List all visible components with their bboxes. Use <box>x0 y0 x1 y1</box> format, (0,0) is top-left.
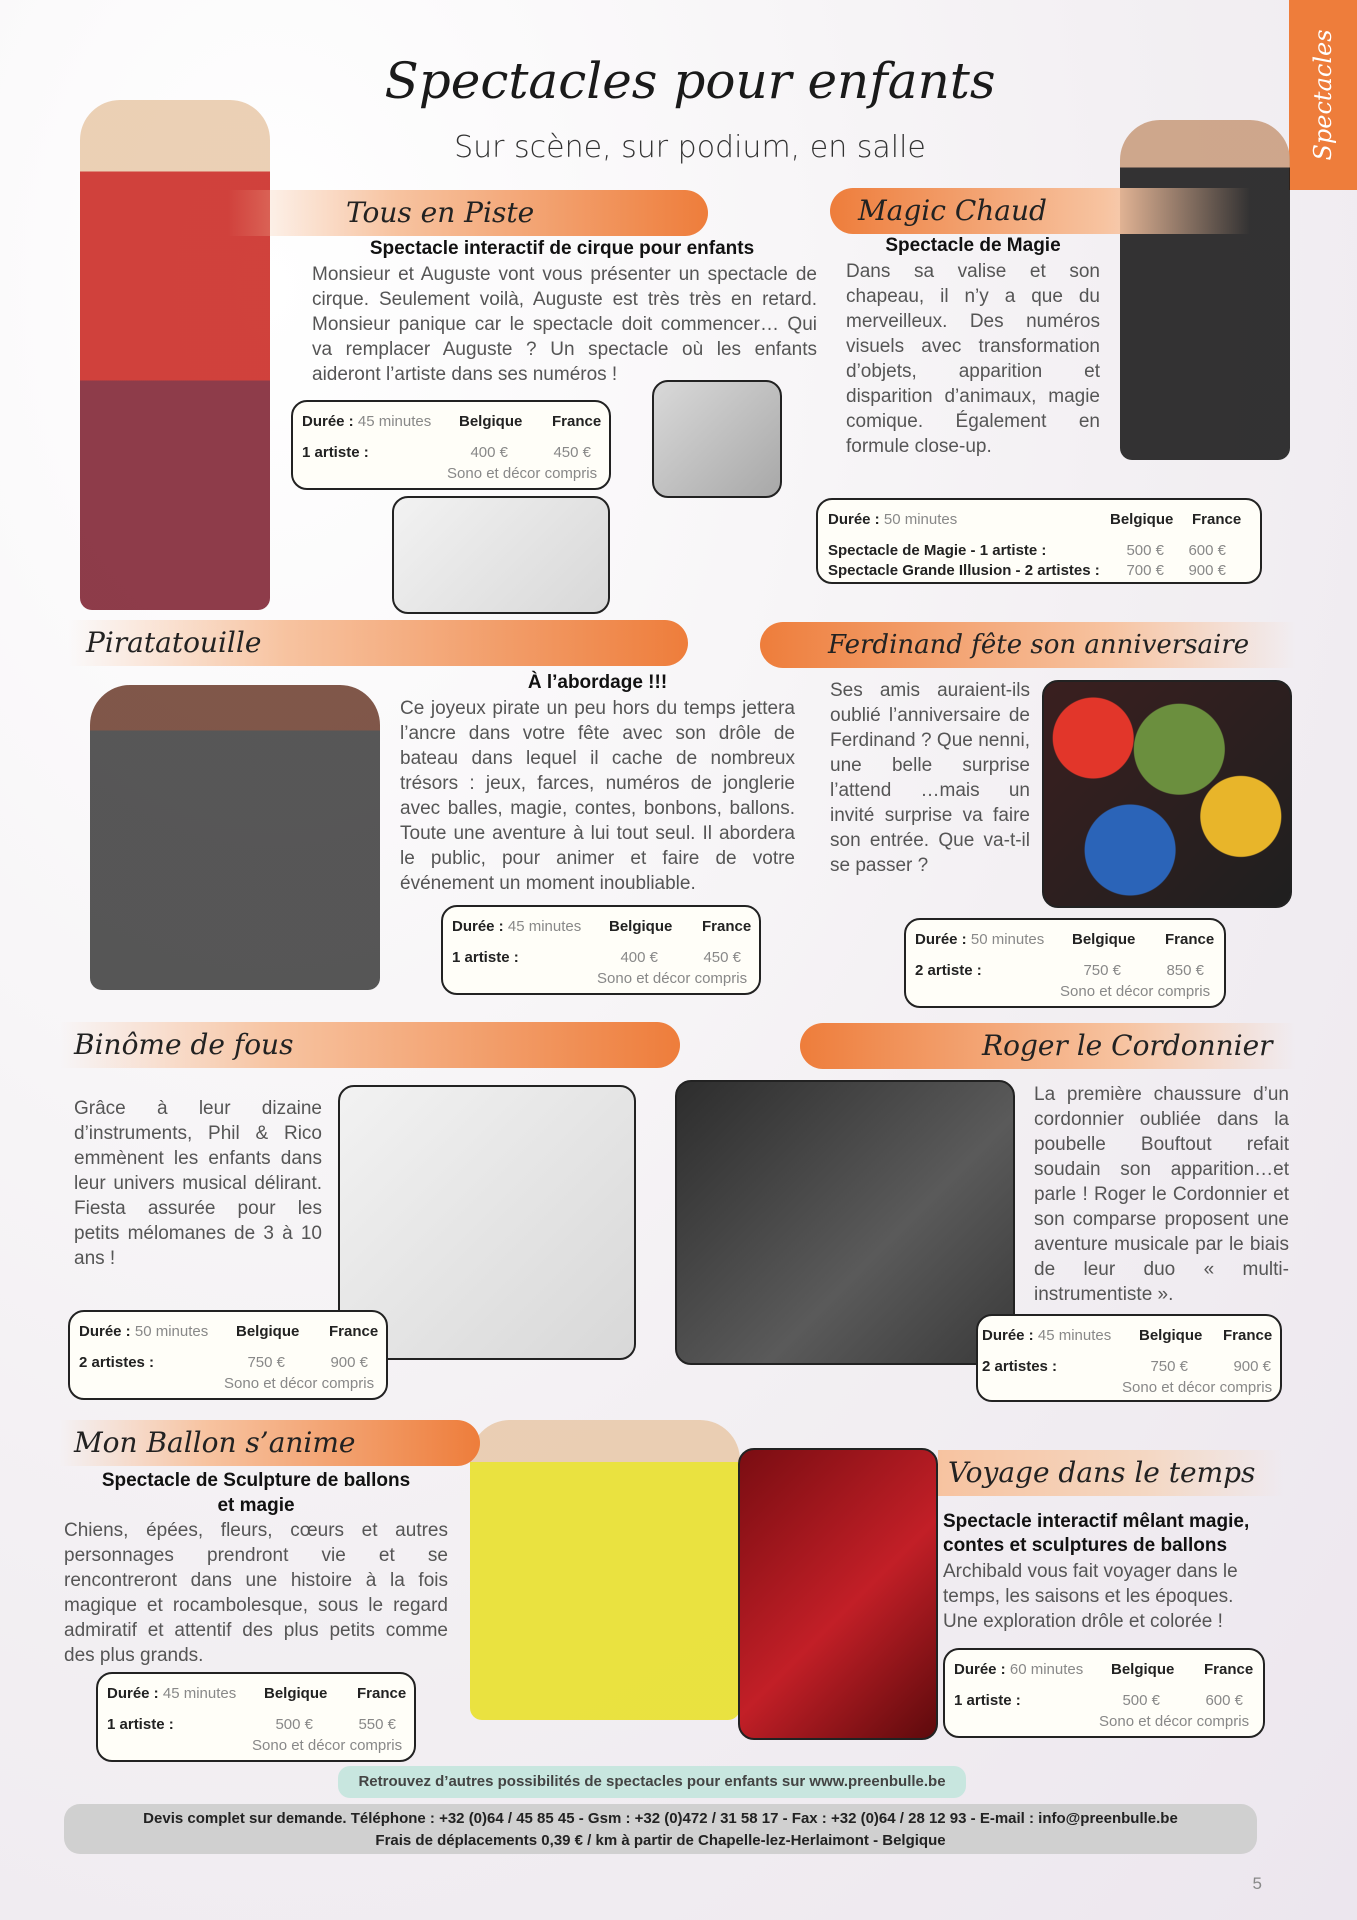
page-title: Spectacles pour enfants <box>384 52 996 110</box>
magic-chaud-description: Dans sa valise et son chapeau, il n’y a que du merveilleux. Des numéros visuels avec transformation d’objets, apparition et disparition d’animaux, magie comique. Également en formule close-up. <box>846 261 1100 457</box>
clown-juggler-photo <box>80 100 270 610</box>
magic-chaud-subtitle: Spectacle de Magie <box>885 235 1061 256</box>
voyage-subtitle: Spectacle interactif mêlant magie, contes et sculptures de ballons <box>943 1511 1250 1556</box>
mon-ballon-subtitle-line1: Spectacle de Sculpture de ballons <box>101 1470 411 1491</box>
voyage-title: Voyage dans le temps <box>938 1450 1283 1496</box>
section-tab-label: Spectacles <box>1309 29 1337 161</box>
clowns-photo <box>652 380 782 498</box>
section-tab <box>1289 0 1357 190</box>
binome-price-box: Durée : 50 minutes Belgique France 2 artistes : 750 € 900 € Sono et décor compris <box>68 1310 388 1400</box>
ferdinand-price-box: Durée : 50 minutes Belgique France 2 artiste : 750 € 850 € Sono et décor compris <box>904 918 1226 1008</box>
ferdinand-description: Ses amis auraient-ils oublié l’anniversaire de Ferdinand ? Que nenni, une belle surprise l’attend …mais un invité surprise va faire son entrée. Que va-t-il se passer ? <box>830 680 1030 876</box>
page-subtitle: Sur scène, sur podium, en salle <box>454 130 926 165</box>
voyage-price-box: Durée : 60 minutes Belgique France 1 artiste : 500 € 600 € Sono et décor compris <box>943 1648 1265 1738</box>
magician-photo <box>1120 120 1290 460</box>
roger-price-box: Durée : 45 minutes Belgique France 2 artistes : 750 € 900 € Sono et décor compris <box>976 1314 1282 1402</box>
puppets-photo <box>1042 680 1292 908</box>
contact-bar <box>64 1804 1257 1854</box>
piratatouille-subtitle: À l’abordage !!! <box>527 672 668 693</box>
mon-ballon-price-box: Durée : 45 minutes Belgique France 1 artiste : 500 € 550 € Sono et décor compris <box>96 1672 416 1762</box>
piratatouille-description: Ce joyeux pirate un peu hors du temps jettera l’ancre dans votre fête avec son drôle de bateau dans lequel il cache de nombreux trésors : jeux, farces, numéros de jonglerie avec balles, magie, contes, bonbons, ballons. Toute une aventure à lui tout seul. Il abordera le public, pour animer et faire de votre événement un moment inoubliable. <box>400 698 795 894</box>
roger-description: La première chaussure d’un cordonnier oubliée dans la poubelle Bouftout refait soudain son apparition…et parle ! Roger le Cordonnier et son comparse proposent une aventure musicale par le biais de leur duo « multi-instrumentiste ». <box>1034 1084 1289 1305</box>
roger-title: Roger le Cordonnier <box>800 1023 1295 1069</box>
cordonnier-photo <box>675 1080 1015 1365</box>
tous-en-piste-title: Tous en Piste <box>228 190 708 236</box>
balloon-artist-photo <box>470 1420 740 1720</box>
website-note: Retrouvez d’autres possibilités de spectacles pour enfants sur www.preenbulle.be <box>338 1766 966 1798</box>
pirate-photo <box>90 685 380 990</box>
tous-en-piste-description: Monsieur et Auguste vont vous présenter un spectacle de cirque. Seulement voilà, Auguste est très très en retard. Monsieur panique car le spectacle doit commencer… Qui va remplacer Auguste ? Un spectacle où les enfants aideront l’artiste dans ses numéros ! <box>312 264 817 385</box>
page-number: 5 <box>1252 1874 1262 1893</box>
time-traveler-photo <box>738 1448 938 1740</box>
circus-stage-photo <box>392 496 610 614</box>
mon-ballon-title: Mon Ballon s’anime <box>60 1420 480 1466</box>
tous-en-piste-price-box: Durée : 45 minutes Belgique France 1 artiste : 400 € 450 € Sono et décor compris <box>291 400 611 490</box>
contact-line-1: Devis complet sur demande. Téléphone : +32 (0)64 / 45 85 45 - Gsm : +32 (0)472 / 31 58 17 - Fax : +32 (0)64 / 28 12 93 - E-mail : info@preenbulle.be <box>143 1810 1178 1827</box>
piratatouille-title: Piratatouille <box>68 620 688 666</box>
magic-chaud-title: Magic Chaud <box>830 188 1250 234</box>
binome-description: Grâce à leur dizaine d’instruments, Phil & Rico emmènent les enfants dans leur univers musical délirant. Fiesta assurée pour les petits mélomanes de 3 à 10 ans ! <box>74 1098 322 1269</box>
binome-title: Binôme de fous <box>60 1022 680 1068</box>
mon-ballon-subtitle-line2: et magie <box>217 1495 295 1516</box>
mon-ballon-description: Chiens, épées, fleurs, cœurs et autres personnages prendront vie et se rencontreront dans une histoire à la fois magique et rocambolesque, sous le regard admiratif et attentif des plus petits comme des plus grands. <box>64 1520 448 1666</box>
ferdinand-title: Ferdinand fête son anniversaire <box>760 622 1295 668</box>
voyage-description: Archibald vous fait voyager dans le temps, les saisons et les époques. Une exploration drôle et colorée ! <box>943 1561 1238 1632</box>
tous-en-piste-subtitle: Spectacle interactif de cirque pour enfants <box>369 238 755 259</box>
contact-line-2: Frais de déplacements 0,39 € / km à partir de Chapelle-lez-Herlaimont - Belgique <box>375 1832 946 1849</box>
magic-chaud-price-box: Durée : 50 minutes Belgique France Spectacle de Magie - 1 artiste : 500 € 600 € Spectacle Grande Illusion - 2 artistes : 700 € 900 € <box>816 498 1262 584</box>
piratatouille-price-box: Durée : 45 minutes Belgique France 1 artiste : 400 € 450 € Sono et décor compris <box>441 905 761 995</box>
